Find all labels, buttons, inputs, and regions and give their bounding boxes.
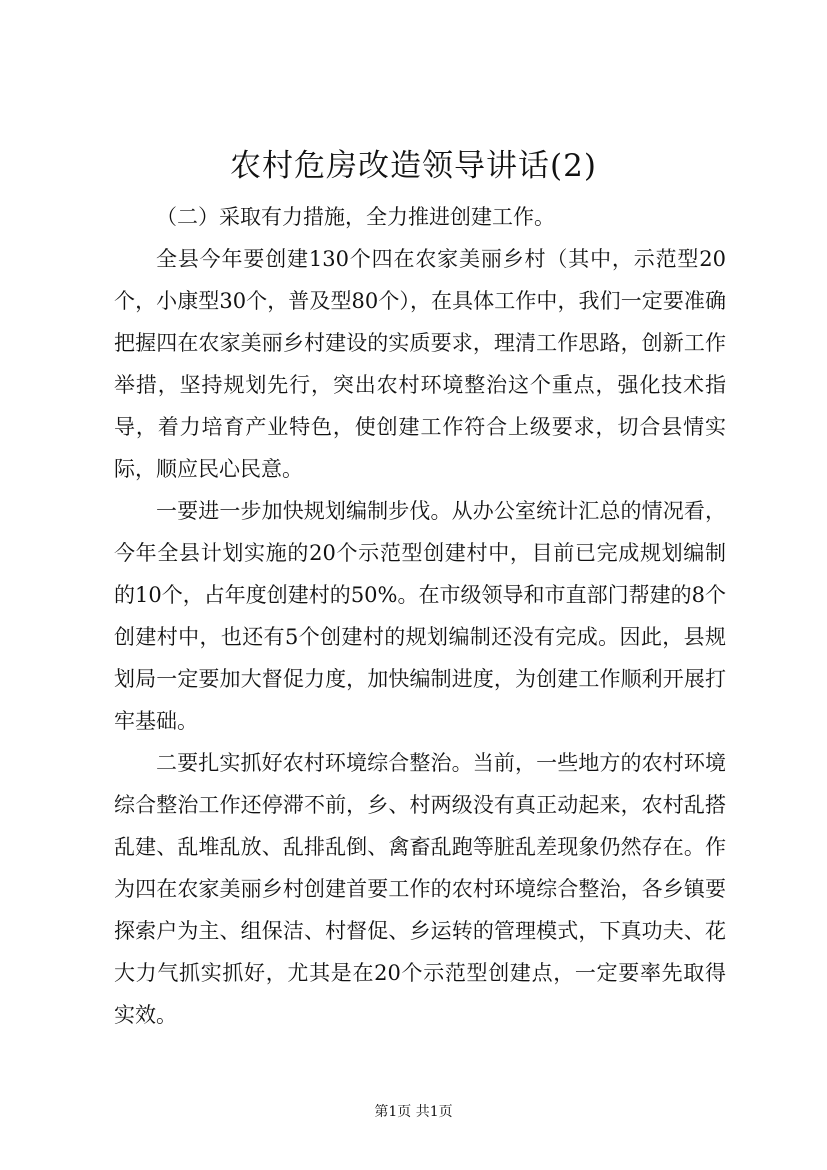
paragraph: 一要进一步加快规划编制步伐。从办公室统计汇总的情况看，今年全县计划实施的20个示范型创建村中，目前已完成规划编制的10个，占年度创建村的50%。在市级领导和市直部门帮建的8个创建村中，也还有5个创建村的规划编制还没有完成。因此，县规划局一定要加大督促力度，加快编制进度，为创建工作顺利开展打牢基础。 (114, 499, 726, 733)
paragraph: 二要扎实抓好农村环境综合整治。当前，一些地方的农村环境综合整治工作还停滞不前，乡、村两级没有真正动起来，农村乱搭乱建、乱堆乱放、乱排乱倒、禽畜乱跑等脏乱差现象仍然存在。作为四在农家美丽乡村创建首要工作的农村环境综合整治，各乡镇要探索户为主、组保洁、村督促、乡运转的管理模式，下真功夫、花大力气抓实抓好，尤其是在20个示范型创建点，一定要率先取得实效。 (114, 751, 726, 1027)
document-title: 农村危房改造领导讲话(2) (230, 148, 597, 184)
section-heading: （二）采取有力措施，全力推进创建工作。 (156, 205, 555, 229)
page-number-footer: 第1页 共1页 (374, 1104, 453, 1120)
paragraph: 全县今年要创建130个四在农家美丽乡村（其中，示范型20个，小康型30个，普及型80个），在具体工作中，我们一定要准确把握四在农家美丽乡村建设的实质要求，理清工作思路，创新工作举措，坚持规划先行，突出农村环境整治这个重点，强化技术指导，着力培育产业特色，使创建工作符合上级要求，切合县情实际，顺应民心民意。 (114, 247, 726, 481)
document-body (114, 196, 726, 1036)
